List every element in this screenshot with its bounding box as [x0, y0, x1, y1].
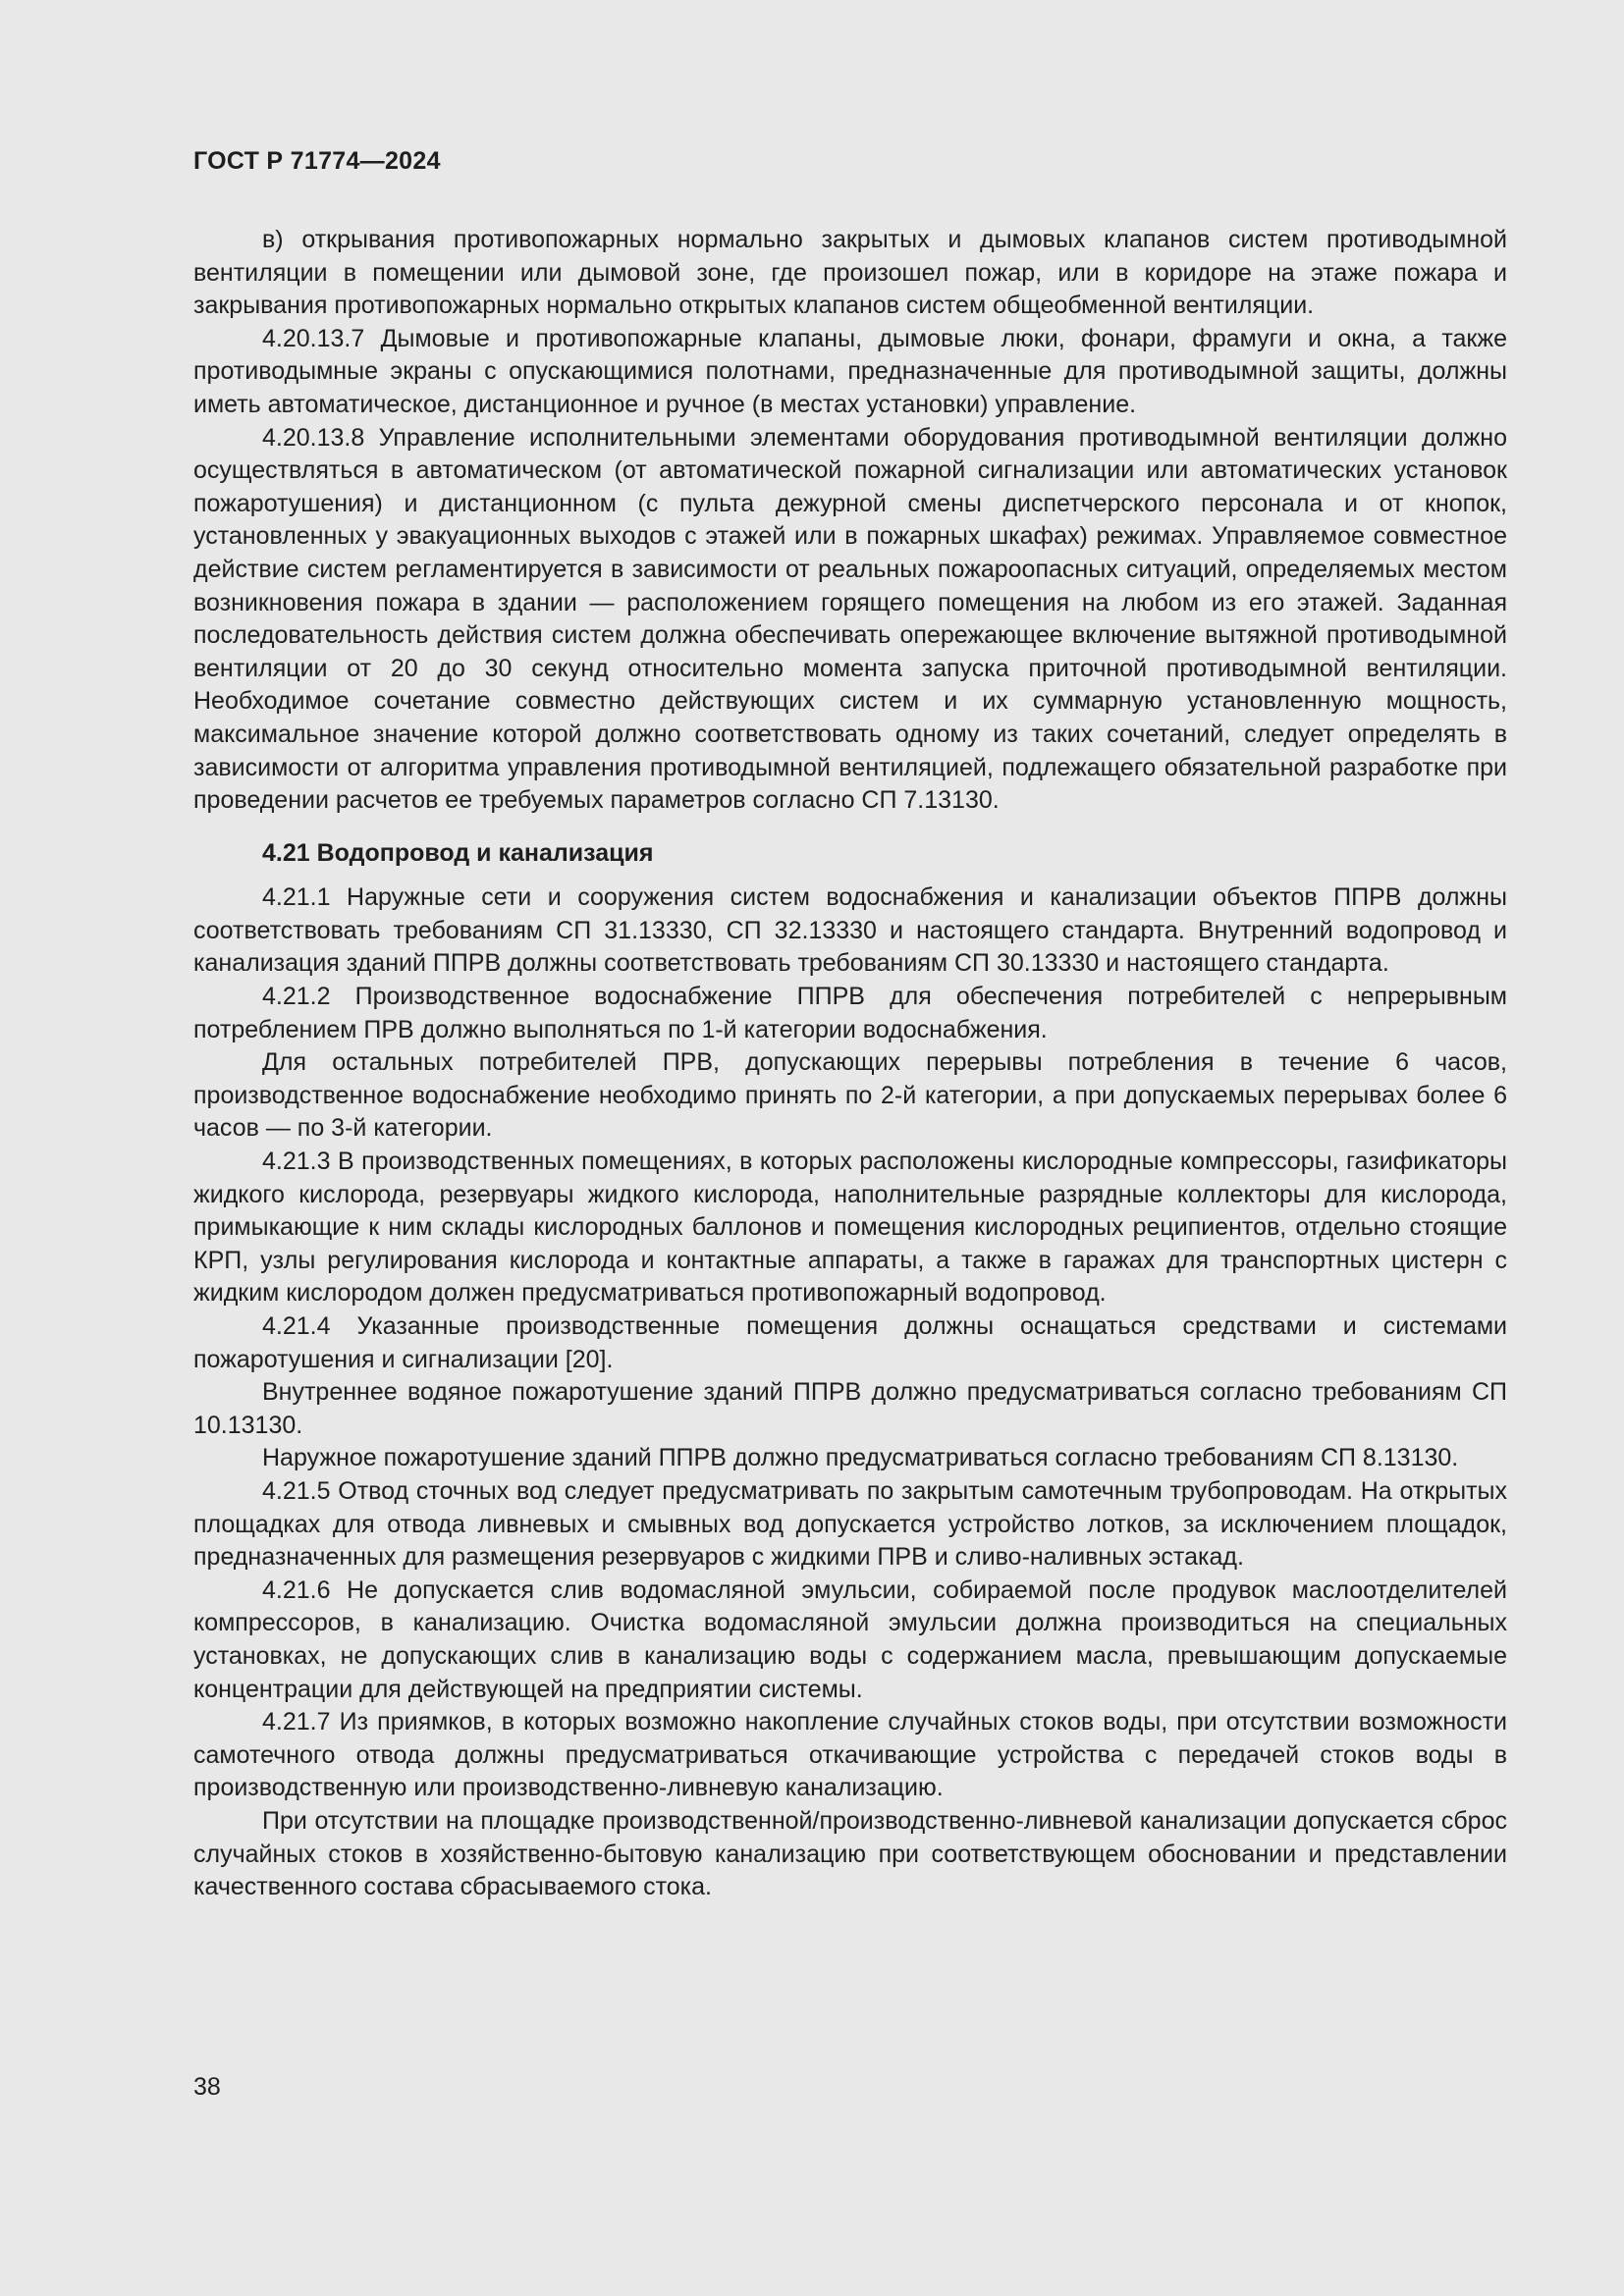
paragraph: 4.20.13.7 Дымовые и противопожарные клапаны, дымовые люки, фонари, фрамуги и окна, а также противодымные экраны с опускающимися полотнами, предназначенные для противодымной защиты, должны иметь автоматическое, дистанционное и ручное (в местах установки) управление. [193, 324, 1507, 418]
paragraph: Внутреннее водяное пожаротушение зданий ППРВ должно предусматриваться согласно требованиям СП 10.13130. [193, 1378, 1507, 1439]
paragraph: в) открывания противопожарных нормально закрытых и дымовых клапанов систем противодымной вентиляции в помещении или дымовой зоне, где произошел пожар, или в коридоре на этаже пожара и закрывания противопожарных нормально открытых клапанов систем общеобменной вентиляции. [193, 226, 1507, 320]
paragraph: При отсутствии на площадке производственной/производственно-ливневой канализации допускается сброс случайных стоков в хозяйственно-бытовую канализацию при соответствующем обосновании и представлении качественного состава сбрасываемого стока. [193, 1806, 1507, 1901]
paragraph: Для остальных потребителей ПРВ, допускающих перерывы потребления в течение 6 часов, производственное водоснабжение необходимо принять по 2-й категории, а при допускаемых перерывах более 6 часов — по 3-й категории. [193, 1048, 1507, 1143]
paragraph: 4.21.4 Указанные производственные помещения должны оснащаться средствами и системами пожаротушения и сигнализации [20]. [193, 1312, 1507, 1373]
paragraph: 4.21.3 В производственных помещениях, в которых расположены кислородные компрессоры, газификаторы жидкого кислорода, резервуары жидкого кислорода, наполнительные разрядные коллекторы для кислорода, примыкающие к ним склады кислородных баллонов и помещения кислородных реципиентов, отдельно стоящие КРП, узлы регулирования кислорода и контактные аппараты, а также в гаражах для транспортных цистерн с жидким кислородом должен предусматриваться противопожарный водопровод. [193, 1148, 1507, 1308]
paragraph: 4.20.13.8 Управление исполнительными элементами оборудования противодымной вентиляции должно осуществляться в автоматическом (от автоматической пожарной сигнализации или автоматических установок пожаротушения) и дистанционном (с пульта дежурной смены диспетчерского персонала и от кнопок, установленных у эвакуационных выходов с этажей или в пожарных шкафах) режимах. Управляемое совместное действие систем регламентируется в зависимости от реальных пожароопасных ситуаций, определяемых местом возникновения пожара в здании — расположением горящего помещения на любом из его этажей. Заданная последовательность действия систем должна обеспечивать опережающее включение вытяжной противодымной вентиляции от 20 до 30 секунд относительно момента запуска приточной противодымной вентиляции. Необходимое сочетание совместно действующих систем и их суммарную установленную мощность, максимальное значение которой должно соответствовать одному из таких сочетаний, следует определять в зависимости от алгоритма управления противодымной вентиляцией, подлежащего обязательной разработке при проведении расчетов ее требуемых параметров согласно СП 7.13130. [193, 423, 1507, 815]
document-body [193, 224, 1507, 1904]
paragraph: Наружное пожаротушение зданий ППРВ должно предусматриваться согласно требованиям СП 8.13130. [262, 1444, 1459, 1472]
paragraph: 4.21.5 Отвод сточных вод следует предусматривать по закрытым самотечным трубопроводам. На открытых площадках для отвода ливневых и смывных вод допускается устройство лотков, за исключением площадок, предназначенных для размещения резервуаров с жидкими ПРВ и сливо-наливных эстакад. [193, 1476, 1507, 1572]
paragraph: 4.21.7 Из приямков, в которых возможно накопление случайных стоков воды, при отсутствии возможности самотечного отвода должны предусматриваться откачивающие устройства с передачей стоков воды в производственную или производственно-ливневую канализацию. [193, 1708, 1507, 1802]
page-number: 38 [193, 2073, 221, 2101]
section-heading: 4.21 Водопровод и канализация [262, 838, 654, 867]
paragraph: 4.21.1 Наружные сети и сооружения систем водоснабжения и канализации объектов ППРВ должны соответствовать требованиям СП 31.13330, СП 32.13330 и настоящего стандарта. Внутренний водопровод и канализация зданий ППРВ должны соответствовать требованиям СП 30.13330 и настоящего стандарта. [193, 883, 1507, 978]
paragraph: 4.21.6 Не допускается слив водомасляной эмульсии, собираемой после продувок маслоотделителей компрессоров, в канализацию. Очистка водомасляной эмульсии должна производиться на специальных установках, не допускающих слив в канализацию воды с содержанием масла, превышающим допускаемые концентрации для действующей на предприятии системы. [193, 1575, 1507, 1703]
document-header: ГОСТ Р 71774—2024 [193, 147, 441, 175]
paragraph: 4.21.2 Производственное водоснабжение ППРВ для обеспечения потребителей с непрерывным потреблением ПРВ должно выполняться по 1-й категории водоснабжения. [193, 983, 1507, 1043]
